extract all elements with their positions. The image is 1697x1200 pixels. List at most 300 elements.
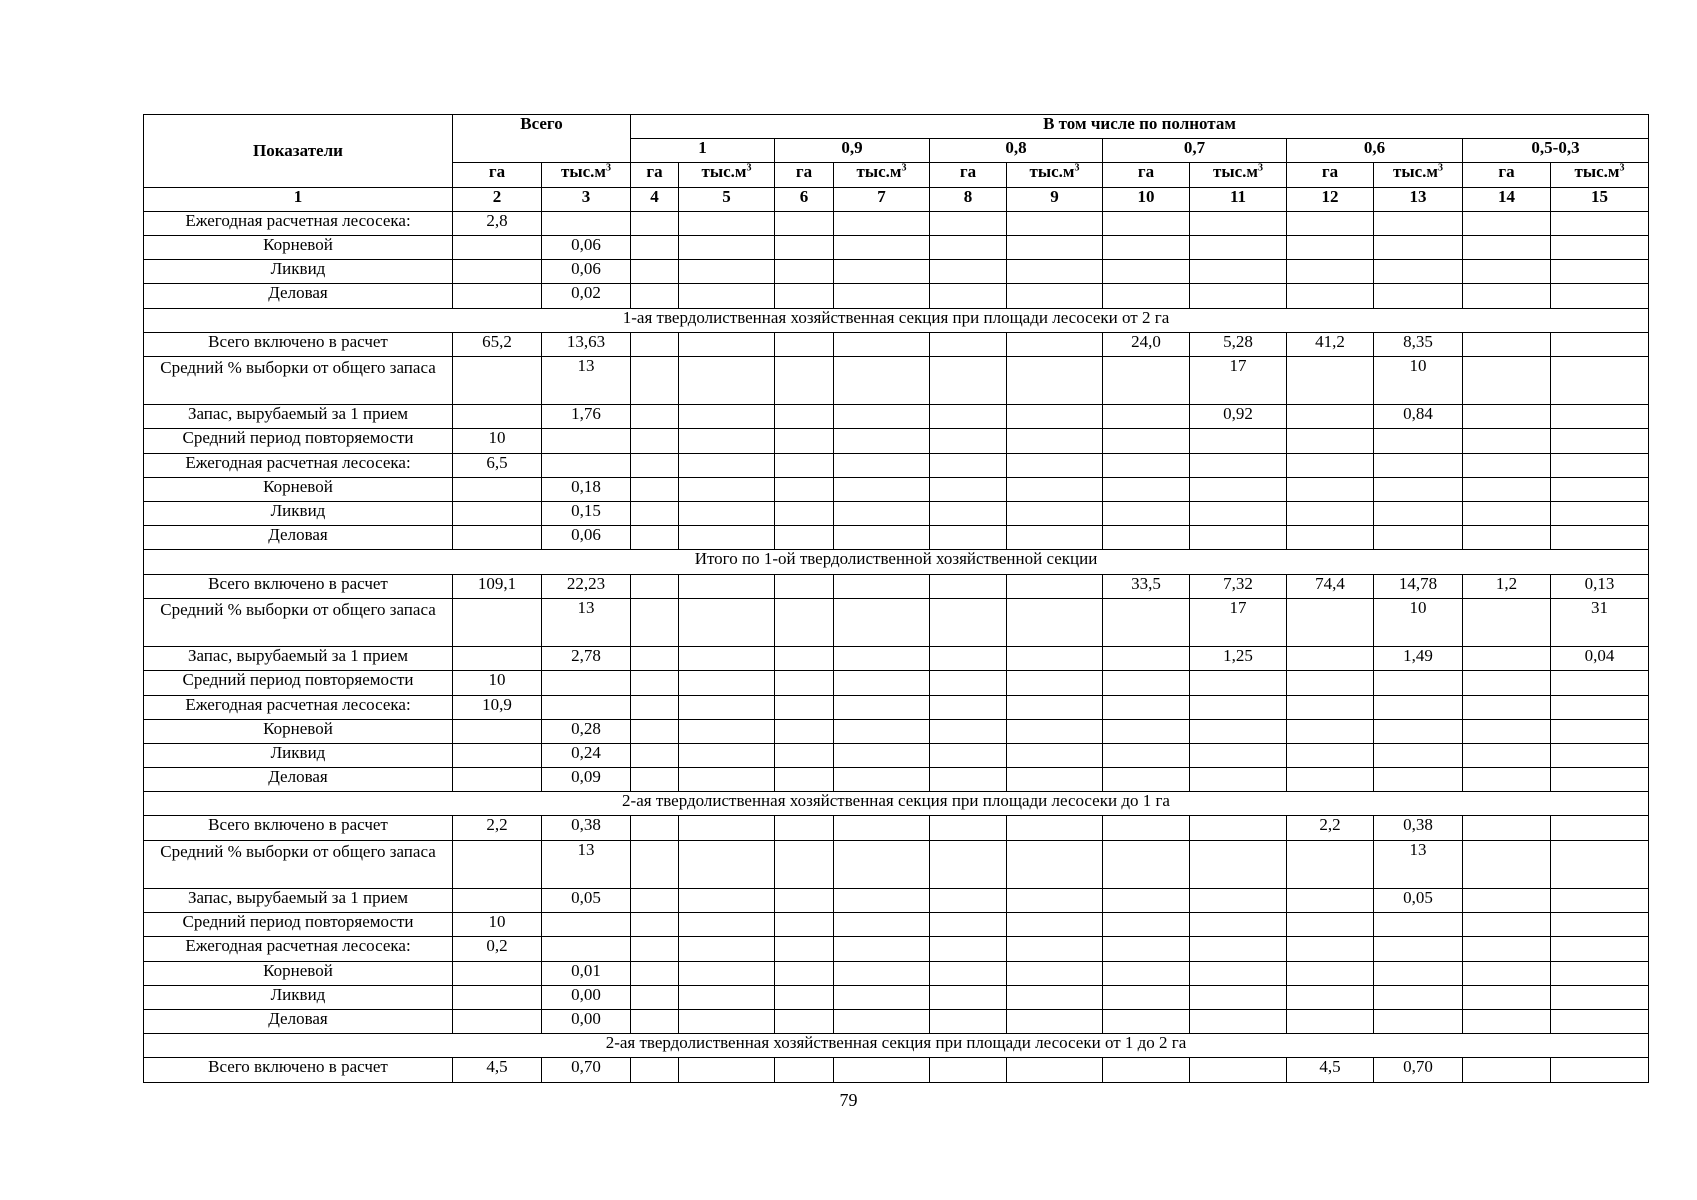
- table-cell: [1374, 743, 1463, 767]
- table-row: [144, 889, 1649, 913]
- table-cell: [679, 429, 775, 453]
- table-cell: [834, 284, 930, 308]
- table-cell: [930, 961, 1007, 985]
- header-indicators: Показатели: [144, 115, 453, 188]
- table-cell: [1190, 816, 1287, 840]
- table-cell: [1374, 671, 1463, 695]
- table-cell: [679, 405, 775, 429]
- table-cell: [631, 671, 679, 695]
- row-label: Ежегодная расчетная лесосека:: [144, 695, 453, 719]
- table-cell: [1007, 985, 1103, 1009]
- table-header: [144, 115, 1649, 212]
- unit-volume-exponent: 3: [901, 162, 907, 174]
- section-row: [144, 792, 1649, 816]
- table-cell: [1463, 526, 1551, 550]
- table-cell: [1190, 913, 1287, 937]
- table-cell: [1374, 985, 1463, 1009]
- table-cell: [930, 671, 1007, 695]
- table-cell: [1374, 453, 1463, 477]
- table-cell: [453, 284, 542, 308]
- table-cell: [834, 985, 930, 1009]
- unit-volume-text: тыс.м: [701, 162, 747, 182]
- table-cell: 0,84: [1374, 405, 1463, 429]
- table-cell: [631, 937, 679, 961]
- row-label: Корневой: [144, 477, 453, 501]
- table-cell: 6,5: [453, 453, 542, 477]
- unit-volume: [834, 163, 930, 187]
- table-cell: [1463, 453, 1551, 477]
- table-cell: [930, 477, 1007, 501]
- page-number: 79: [839, 1090, 858, 1110]
- table-cell: [1551, 453, 1649, 477]
- table-cell: [775, 405, 834, 429]
- table-cell: [1287, 768, 1374, 792]
- table-cell: [1374, 961, 1463, 985]
- table-cell: [775, 477, 834, 501]
- table-cell: [1463, 816, 1551, 840]
- column-number: 8: [930, 187, 1007, 211]
- table-cell: [1103, 937, 1190, 961]
- table-cell: [631, 284, 679, 308]
- column-number: 13: [1374, 187, 1463, 211]
- table-cell: [1463, 840, 1551, 888]
- table-cell: [1103, 356, 1190, 404]
- table-cell: [631, 1058, 679, 1082]
- table-cell: [631, 405, 679, 429]
- unit-ha: га: [453, 163, 542, 187]
- table-cell: [1103, 429, 1190, 453]
- column-number: 12: [1287, 187, 1374, 211]
- table-cell: 0,70: [1374, 1058, 1463, 1082]
- table-cell: [834, 332, 930, 356]
- table-cell: [1374, 429, 1463, 453]
- table-cell: [834, 1009, 930, 1033]
- table-cell: [1103, 260, 1190, 284]
- row-label: Средний период повторяемости: [144, 671, 453, 695]
- table-cell: [930, 356, 1007, 404]
- table-cell: [1190, 1058, 1287, 1082]
- table-row: [144, 405, 1649, 429]
- table-cell: [1103, 671, 1190, 695]
- table-cell: [1103, 211, 1190, 235]
- table-cell: [1287, 235, 1374, 259]
- table-cell: [631, 356, 679, 404]
- table-cell: [679, 768, 775, 792]
- table-cell: [834, 647, 930, 671]
- table-cell: [1463, 332, 1551, 356]
- table-cell: [1190, 961, 1287, 985]
- table-cell: [1103, 1058, 1190, 1082]
- row-label: Всего включено в расчет: [144, 816, 453, 840]
- table-cell: [1287, 356, 1374, 404]
- table-cell: [1374, 235, 1463, 259]
- table-cell: [453, 405, 542, 429]
- table-cell: [1463, 889, 1551, 913]
- table-row: [144, 1009, 1649, 1033]
- table-cell: [1551, 840, 1649, 888]
- table-cell: 2,2: [1287, 816, 1374, 840]
- column-number: 9: [1007, 187, 1103, 211]
- table-row: [144, 695, 1649, 719]
- table-cell: 10: [453, 429, 542, 453]
- forest-data-table: [143, 114, 1649, 1083]
- table-cell: [1551, 526, 1649, 550]
- row-label: Средний % выборки от общего запаса: [144, 356, 453, 404]
- table-cell: [1287, 985, 1374, 1009]
- table-cell: [1007, 332, 1103, 356]
- table-cell: 0,24: [542, 743, 631, 767]
- table-cell: [834, 840, 930, 888]
- table-cell: [679, 526, 775, 550]
- row-label: Всего включено в расчет: [144, 574, 453, 598]
- table-cell: [1103, 235, 1190, 259]
- table-row: [144, 429, 1649, 453]
- table-cell: [631, 889, 679, 913]
- unit-volume-exponent: 3: [746, 162, 752, 174]
- header-density-0-9: 0,9: [775, 139, 930, 163]
- unit-ha: га: [775, 163, 834, 187]
- table-cell: [930, 647, 1007, 671]
- table-cell: [1190, 260, 1287, 284]
- table-cell: [679, 260, 775, 284]
- table-cell: 0,05: [542, 889, 631, 913]
- table-cell: [775, 332, 834, 356]
- table-cell: [1551, 768, 1649, 792]
- table-cell: [1551, 356, 1649, 404]
- table-cell: [1551, 235, 1649, 259]
- table-row: [144, 840, 1649, 888]
- table-cell: [1007, 356, 1103, 404]
- table-row: [144, 719, 1649, 743]
- table-cell: [775, 719, 834, 743]
- table-cell: [1287, 453, 1374, 477]
- table-cell: [1007, 816, 1103, 840]
- table-cell: [679, 1009, 775, 1033]
- table-cell: [930, 889, 1007, 913]
- table-cell: [631, 477, 679, 501]
- table-cell: [775, 889, 834, 913]
- table-cell: [930, 816, 1007, 840]
- table-cell: [834, 1058, 930, 1082]
- unit-volume-exponent: 3: [1074, 162, 1080, 174]
- table-cell: [1374, 695, 1463, 719]
- table-cell: 65,2: [453, 332, 542, 356]
- unit-volume: [1190, 163, 1287, 187]
- table-cell: [1287, 719, 1374, 743]
- table-cell: [1463, 961, 1551, 985]
- table-cell: [631, 840, 679, 888]
- table-cell: 0,06: [542, 526, 631, 550]
- row-label: Средний период повторяемости: [144, 429, 453, 453]
- table-cell: [1190, 985, 1287, 1009]
- table-cell: [1551, 937, 1649, 961]
- table-cell: [1374, 526, 1463, 550]
- table-cell: [834, 695, 930, 719]
- table-cell: [930, 332, 1007, 356]
- table-cell: [834, 889, 930, 913]
- table-cell: [1551, 889, 1649, 913]
- table-cell: [679, 840, 775, 888]
- table-cell: [1463, 695, 1551, 719]
- table-cell: [930, 211, 1007, 235]
- table-cell: [1103, 405, 1190, 429]
- table-cell: [679, 816, 775, 840]
- table-cell: [775, 235, 834, 259]
- table-cell: [453, 235, 542, 259]
- column-number: 6: [775, 187, 834, 211]
- table-cell: 13: [1374, 840, 1463, 888]
- table-row: [144, 260, 1649, 284]
- table-cell: [1190, 937, 1287, 961]
- table-cell: [930, 840, 1007, 888]
- unit-volume-text: тыс.м: [1029, 162, 1075, 182]
- table-row: [144, 985, 1649, 1009]
- table-cell: 2,8: [453, 211, 542, 235]
- table-cell: [1287, 211, 1374, 235]
- table-cell: [1551, 211, 1649, 235]
- table-cell: 13: [542, 840, 631, 888]
- row-label: Средний период повторяемости: [144, 913, 453, 937]
- unit-ha: га: [1103, 163, 1190, 187]
- section-row: [144, 550, 1649, 574]
- table-cell: [679, 356, 775, 404]
- table-cell: [930, 598, 1007, 646]
- row-label: Корневой: [144, 719, 453, 743]
- table-cell: [834, 574, 930, 598]
- table-cell: [775, 260, 834, 284]
- table-cell: [1551, 719, 1649, 743]
- table-cell: [453, 502, 542, 526]
- table-row: [144, 332, 1649, 356]
- table-cell: 13: [542, 356, 631, 404]
- table-cell: [1463, 719, 1551, 743]
- row-label: Деловая: [144, 284, 453, 308]
- table-cell: [1463, 1058, 1551, 1082]
- table-row: [144, 647, 1649, 671]
- section-title: Итого по 1-ой твердолиственной хозяйственной секции: [144, 550, 1649, 574]
- table-cell: [631, 598, 679, 646]
- table-cell: [1103, 719, 1190, 743]
- table-cell: [1287, 840, 1374, 888]
- unit-volume-text: тыс.м: [856, 162, 902, 182]
- table-cell: [834, 502, 930, 526]
- table-cell: [1190, 526, 1287, 550]
- row-label: Корневой: [144, 235, 453, 259]
- table-cell: [1103, 889, 1190, 913]
- table-cell: 10,9: [453, 695, 542, 719]
- section-title: 2-ая твердолиственная хозяйственная секция при площади лесосеки от 1 до 2 га: [144, 1034, 1649, 1058]
- table-cell: [1551, 260, 1649, 284]
- row-label: Ликвид: [144, 743, 453, 767]
- table-cell: [930, 526, 1007, 550]
- table-cell: [1190, 768, 1287, 792]
- table-cell: 2,2: [453, 816, 542, 840]
- table-cell: [1007, 526, 1103, 550]
- table-cell: 0,06: [542, 260, 631, 284]
- table-cell: [1551, 985, 1649, 1009]
- table-cell: [631, 719, 679, 743]
- table-cell: 0,05: [1374, 889, 1463, 913]
- table-cell: [1463, 985, 1551, 1009]
- row-label: Корневой: [144, 961, 453, 985]
- table-cell: [1374, 211, 1463, 235]
- table-cell: [631, 453, 679, 477]
- table-cell: [1190, 1009, 1287, 1033]
- table-cell: [775, 1058, 834, 1082]
- table-cell: [1103, 985, 1190, 1009]
- table-cell: 13,63: [542, 332, 631, 356]
- section-row: [144, 1034, 1649, 1058]
- table-cell: [834, 913, 930, 937]
- table-cell: [631, 211, 679, 235]
- table-cell: [1287, 598, 1374, 646]
- table-cell: [631, 526, 679, 550]
- table-row: [144, 1058, 1649, 1082]
- table-cell: [775, 284, 834, 308]
- unit-ha: га: [930, 163, 1007, 187]
- table-row: [144, 574, 1649, 598]
- table-cell: [631, 1009, 679, 1033]
- unit-volume-text: тыс.м: [1213, 162, 1258, 182]
- table-cell: [1463, 598, 1551, 646]
- table-cell: 10: [453, 671, 542, 695]
- table-cell: [834, 598, 930, 646]
- table-row: [144, 356, 1649, 404]
- table-cell: [775, 695, 834, 719]
- table-cell: 17: [1190, 356, 1287, 404]
- unit-volume-text: тыс.м: [1393, 162, 1438, 182]
- table-cell: [1551, 743, 1649, 767]
- table-cell: [1463, 913, 1551, 937]
- table-cell: [1463, 260, 1551, 284]
- table-cell: 13: [542, 598, 631, 646]
- table-cell: [1007, 211, 1103, 235]
- column-number: 14: [1463, 187, 1551, 211]
- table-cell: [1551, 1058, 1649, 1082]
- table-cell: [834, 961, 930, 985]
- table-cell: [679, 985, 775, 1009]
- unit-volume-text: тыс.м: [1574, 162, 1620, 182]
- table-cell: [1103, 647, 1190, 671]
- table-cell: [930, 260, 1007, 284]
- table-cell: 10: [453, 913, 542, 937]
- table-cell: [679, 743, 775, 767]
- unit-volume: [679, 163, 775, 187]
- table-cell: [679, 913, 775, 937]
- table-cell: [1007, 260, 1103, 284]
- table-cell: [1190, 284, 1287, 308]
- table-cell: [679, 235, 775, 259]
- table-cell: [631, 816, 679, 840]
- column-number: 7: [834, 187, 930, 211]
- table-cell: [1190, 429, 1287, 453]
- unit-volume: [1374, 163, 1463, 187]
- table-cell: [542, 671, 631, 695]
- table-cell: [453, 889, 542, 913]
- table-cell: [930, 574, 1007, 598]
- table-cell: [1103, 695, 1190, 719]
- table-cell: [834, 429, 930, 453]
- table-cell: [930, 985, 1007, 1009]
- table-cell: 0,28: [542, 719, 631, 743]
- table-cell: [775, 429, 834, 453]
- table-cell: [775, 574, 834, 598]
- table-cell: [930, 235, 1007, 259]
- table-cell: [631, 743, 679, 767]
- table-cell: [1463, 502, 1551, 526]
- table-cell: [1007, 477, 1103, 501]
- table-cell: [1190, 695, 1287, 719]
- row-label: Ликвид: [144, 985, 453, 1009]
- table-cell: [1287, 1009, 1374, 1033]
- column-number: 4: [631, 187, 679, 211]
- table-cell: [1551, 332, 1649, 356]
- table-cell: 31: [1551, 598, 1649, 646]
- table-cell: 1,49: [1374, 647, 1463, 671]
- table-cell: [1374, 937, 1463, 961]
- table-cell: [834, 356, 930, 404]
- unit-volume-exponent: 3: [1438, 162, 1443, 174]
- table-cell: 0,06: [542, 235, 631, 259]
- table-cell: [930, 405, 1007, 429]
- table-cell: [679, 453, 775, 477]
- table-cell: [1287, 889, 1374, 913]
- table-cell: [679, 211, 775, 235]
- table-cell: [834, 477, 930, 501]
- table-cell: [631, 502, 679, 526]
- table-cell: [1463, 284, 1551, 308]
- table-row: [144, 598, 1649, 646]
- table-cell: [1463, 405, 1551, 429]
- table-cell: [453, 356, 542, 404]
- row-label: Средний % выборки от общего запаса: [144, 840, 453, 888]
- table-cell: [775, 840, 834, 888]
- row-label: Всего включено в расчет: [144, 332, 453, 356]
- table-cell: [679, 719, 775, 743]
- table-cell: [631, 260, 679, 284]
- table-cell: [1463, 429, 1551, 453]
- table-cell: [1007, 1009, 1103, 1033]
- table-cell: [1287, 405, 1374, 429]
- row-label: Запас, вырубаемый за 1 прием: [144, 889, 453, 913]
- row-label: Запас, вырубаемый за 1 прием: [144, 647, 453, 671]
- table-cell: [679, 695, 775, 719]
- table-cell: [930, 695, 1007, 719]
- table-cell: [1103, 598, 1190, 646]
- table-cell: [930, 743, 1007, 767]
- table-cell: [1007, 889, 1103, 913]
- table-cell: [1551, 913, 1649, 937]
- column-number: 2: [453, 187, 542, 211]
- table-cell: [1103, 526, 1190, 550]
- table-cell: [1287, 260, 1374, 284]
- table-cell: [1103, 961, 1190, 985]
- table-row: [144, 671, 1649, 695]
- table-cell: [1103, 840, 1190, 888]
- table-row: [144, 913, 1649, 937]
- table-cell: [1463, 671, 1551, 695]
- column-number-row: [144, 187, 1649, 211]
- unit-volume-exponent: 3: [1619, 162, 1625, 174]
- table-cell: [1103, 477, 1190, 501]
- table-cell: [1374, 913, 1463, 937]
- table-cell: [1287, 961, 1374, 985]
- table-cell: [1103, 816, 1190, 840]
- table-cell: [1103, 284, 1190, 308]
- table-cell: [930, 937, 1007, 961]
- table-cell: [1374, 502, 1463, 526]
- table-cell: 5,28: [1190, 332, 1287, 356]
